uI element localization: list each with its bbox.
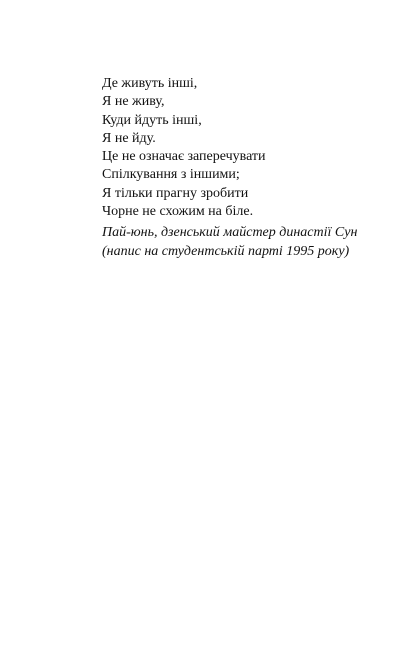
poem-line: Чорне не схожим на біле. [102,204,254,220]
attribution [102,223,402,261]
attribution-author: Пай-юнь, дзенський майстер династії Сун [102,225,358,241]
poem-line: Я тільки прагну зробити [102,185,249,201]
poem-line: Я не йду. [102,130,156,146]
poem-line: Це не означає заперечувати [102,149,266,165]
epigraph [102,75,402,261]
poem [102,75,402,221]
attribution-source: (напис на студентській парті 1995 року) [102,244,350,260]
poem-line: Де живуть інші, [102,76,198,91]
poem-line: Куди йдуть інші, [102,112,202,128]
poem-line: Спілкування з іншими; [102,167,240,183]
poem-line: Я не живу, [102,94,165,110]
